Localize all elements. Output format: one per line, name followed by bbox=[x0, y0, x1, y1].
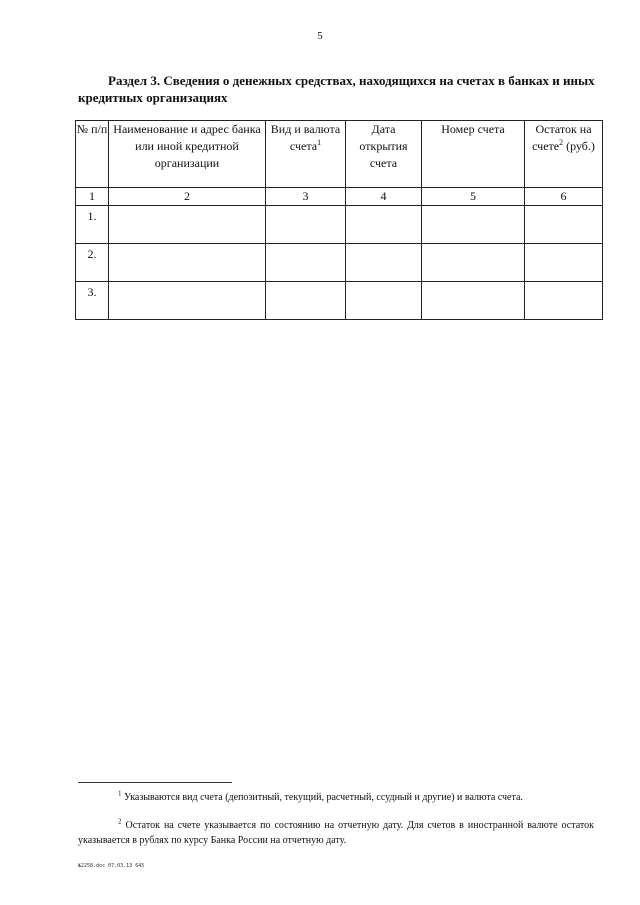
table-cell bbox=[525, 206, 603, 244]
table-cell bbox=[422, 206, 525, 244]
table-cell bbox=[109, 282, 266, 320]
table-cell bbox=[266, 244, 346, 282]
table-cell bbox=[346, 206, 422, 244]
footnote-mark: 2 bbox=[118, 817, 122, 826]
table-cell bbox=[346, 282, 422, 320]
header-open-date: Дата открытия счета bbox=[346, 121, 422, 188]
header-bank-name: Наименование и адрес банка или иной кредитной организации bbox=[109, 121, 266, 188]
table-header-row bbox=[76, 121, 603, 188]
table-row bbox=[76, 244, 603, 282]
column-number: 4 bbox=[346, 188, 422, 206]
footnote-text: Остаток на счете указывается по состоянию на отчетную дату. Для счетов в иностранной валюте остаток указывается в рублях по курсу Банка России на отчетную дату. bbox=[78, 820, 595, 846]
footnote-text: Указываются вид счета (депозитный, текущий, расчетный, ссудный и другие) и валюта счета. bbox=[124, 792, 523, 803]
column-number: 1 bbox=[76, 188, 109, 206]
row-number: 2. bbox=[76, 244, 109, 282]
column-number: 2 bbox=[109, 188, 266, 206]
table-cell bbox=[266, 206, 346, 244]
table-cell bbox=[109, 206, 266, 244]
document-code: №2258.doc 07.03.13 645 bbox=[78, 863, 145, 869]
table-cell bbox=[346, 244, 422, 282]
table-cell bbox=[525, 282, 603, 320]
table-cell bbox=[109, 244, 266, 282]
row-number: 3. bbox=[76, 282, 109, 320]
table-row bbox=[76, 206, 603, 244]
table-cell bbox=[525, 244, 603, 282]
table-cell bbox=[266, 282, 346, 320]
header-balance: Остаток на счете$^2$ (руб.) bbox=[525, 121, 603, 188]
footnote-2 bbox=[78, 818, 594, 848]
column-number: 5 bbox=[422, 188, 525, 206]
footnote-mark: 1 bbox=[118, 789, 122, 798]
footnote-1 bbox=[78, 790, 594, 805]
table-cell bbox=[422, 244, 525, 282]
header-account-number: Номер счета bbox=[422, 121, 525, 188]
section-title: Раздел 3. Сведения о денежных средствах, находящихся на счетах в банках и иных кредитных организациях bbox=[78, 73, 595, 105]
row-number: 1. bbox=[76, 206, 109, 244]
header-row-number: № п/п bbox=[76, 121, 109, 188]
accounts-table bbox=[75, 120, 603, 320]
column-number: 3 bbox=[266, 188, 346, 206]
header-account-type: Вид и валюта счета$^1$ bbox=[266, 121, 346, 188]
column-number-row bbox=[76, 188, 603, 206]
footnote-divider bbox=[78, 782, 232, 783]
table-row bbox=[76, 282, 603, 320]
page-number: 5 bbox=[317, 30, 323, 42]
column-number: 6 bbox=[525, 188, 603, 206]
table-cell bbox=[422, 282, 525, 320]
